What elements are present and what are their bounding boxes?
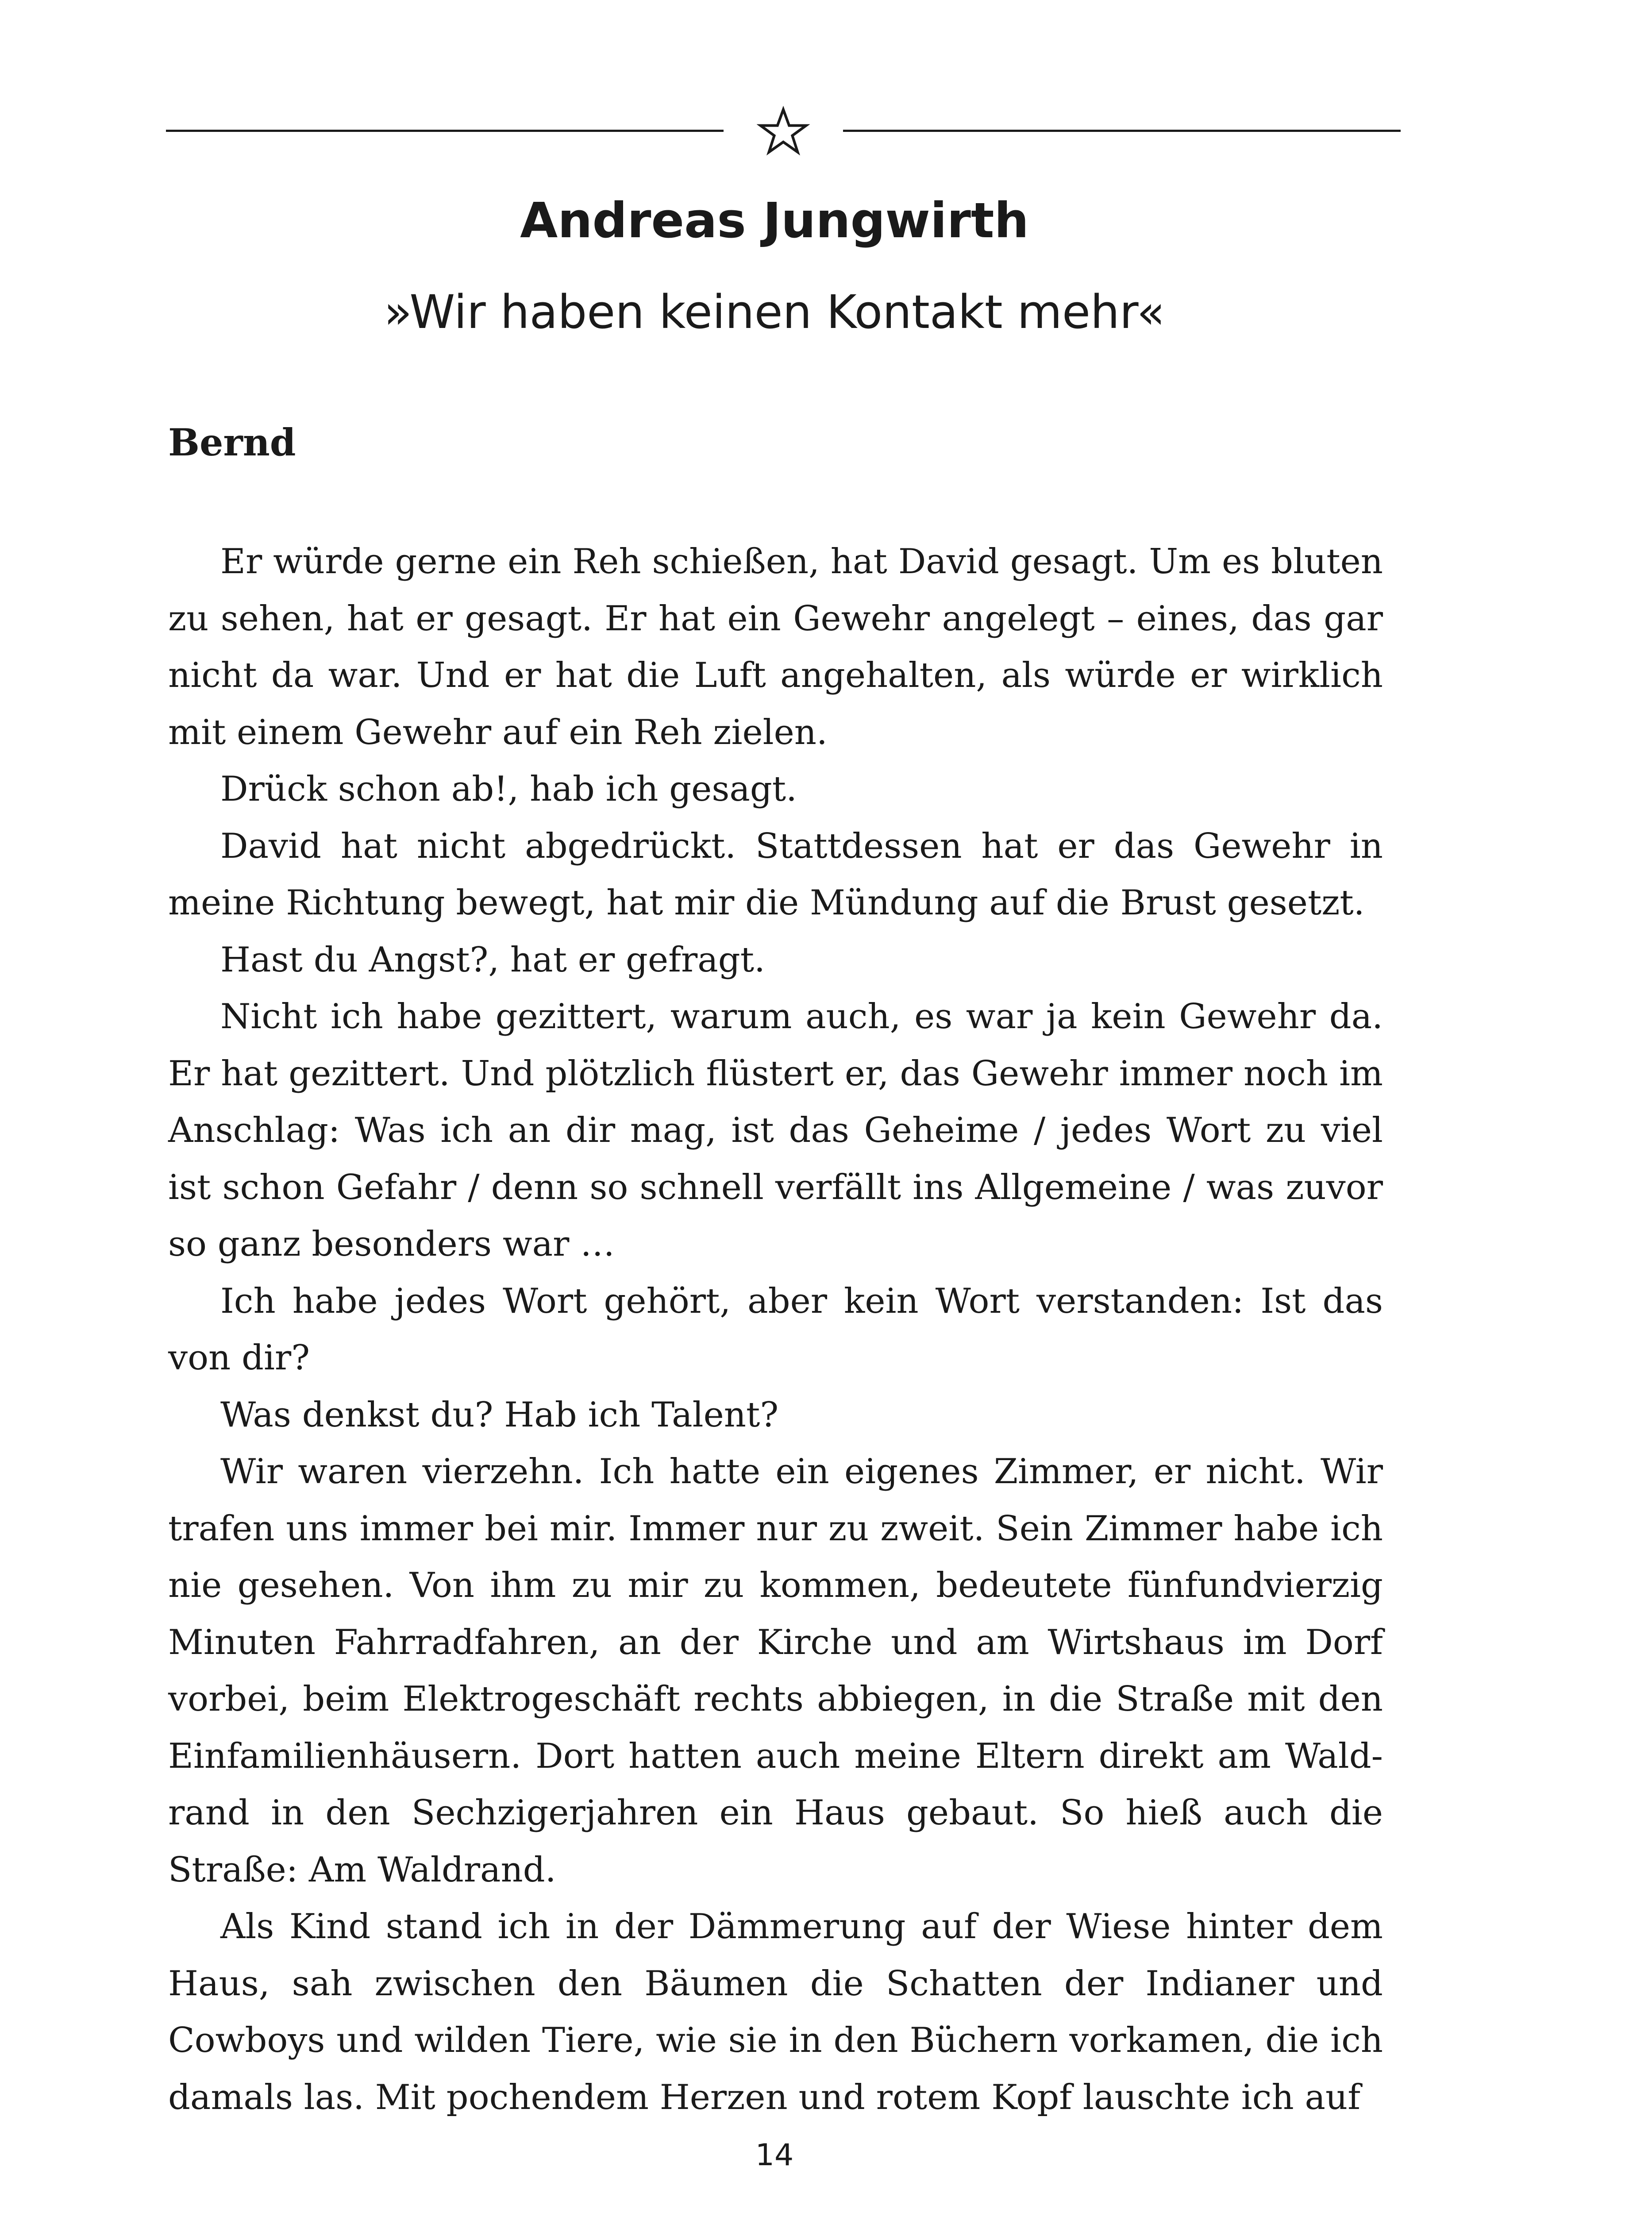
author-name: Andreas Jungwirth (520, 192, 1029, 249)
paragraph: Wir waren vierzehn. Ich hatte ein eigenes Zimmer, er nicht. Wir trafen uns immer bei mir. Immer nur zu zweit. Sein Zimmer habe ich nie gesehen. Von ihm zu mir zu kommen, bedeutete fünfundvierzig Minuten Fahrradfahren, an der Kirche und am Wirtshaus im Dorf vorbei, beim Elektrogeschäft rechts abbiegen, in die Straße mit den Einfamilienhäusern. Dort hatten auch meine Eltern direkt am Waldrand in den Sechzigerjahren ein Haus gebaut. So hieß auch die Straße: Am Waldrand. (168, 1452, 1383, 1890)
paragraph: Nicht ich habe gezittert, warum auch, es war ja kein Gewehr da. Er hat gezittert. Und plötzlich flüstert er, das Gewehr immer noch im Anschlag: Was ich an dir mag, ist das Geheime / jedes Wort zu viel ist schon Gefahr / denn so schnell verfällt ins Allgemeine / was zuvor so ganz besonders war … (168, 997, 1383, 1264)
paragraph: Drück schon ab!, hab ich gesagt. (220, 769, 797, 809)
paragraph: David hat nicht abgedrückt. Stattdessen hat er das Gewehr in meine Richtung bewegt, hat mir die Mündung auf die Brust gesetzt. (168, 826, 1383, 923)
ornament-rule-right (843, 130, 1401, 132)
title-ornament (166, 102, 1401, 159)
page-number: 14 (755, 2138, 794, 2173)
paragraph: Was denkst du? Hab ich Talent? (220, 1395, 779, 1435)
paragraph: Er würde gerne ein Reh schießen, hat David gesagt. Um es bluten zu sehen, hat er gesagt. Er hat ein Gewehr angelegt – eines, das gar nicht da war. Und er hat die Luft angehalten, als würde er wirklich mit einem Gewehr auf ein Reh zielen. (168, 542, 1383, 752)
paragraph: Hast du Angst?, hat er gefragt. (220, 940, 765, 980)
body-text (168, 533, 1383, 2126)
section-heading: Bernd (168, 420, 296, 464)
story-title: »Wir haben keinen Kontakt mehr« (384, 285, 1165, 339)
paragraph: Als Kind stand ich in der Dämmerung auf der Wiese hinter dem Haus, sah zwischen den Bäumen die Schatten der Indianer und Cowboys und wilden Tiere, wie sie in den Büchern vorkamen, die ich damals las. Mit pochendem Herzen und rotem Kopf lauschte ich auf (168, 1907, 1383, 2117)
paragraph: Ich habe jedes Wort gehört, aber kein Wort verstanden: Ist das von dir? (168, 1281, 1383, 1378)
star-outline-icon (757, 105, 810, 158)
ornament-rule-left (166, 130, 724, 132)
